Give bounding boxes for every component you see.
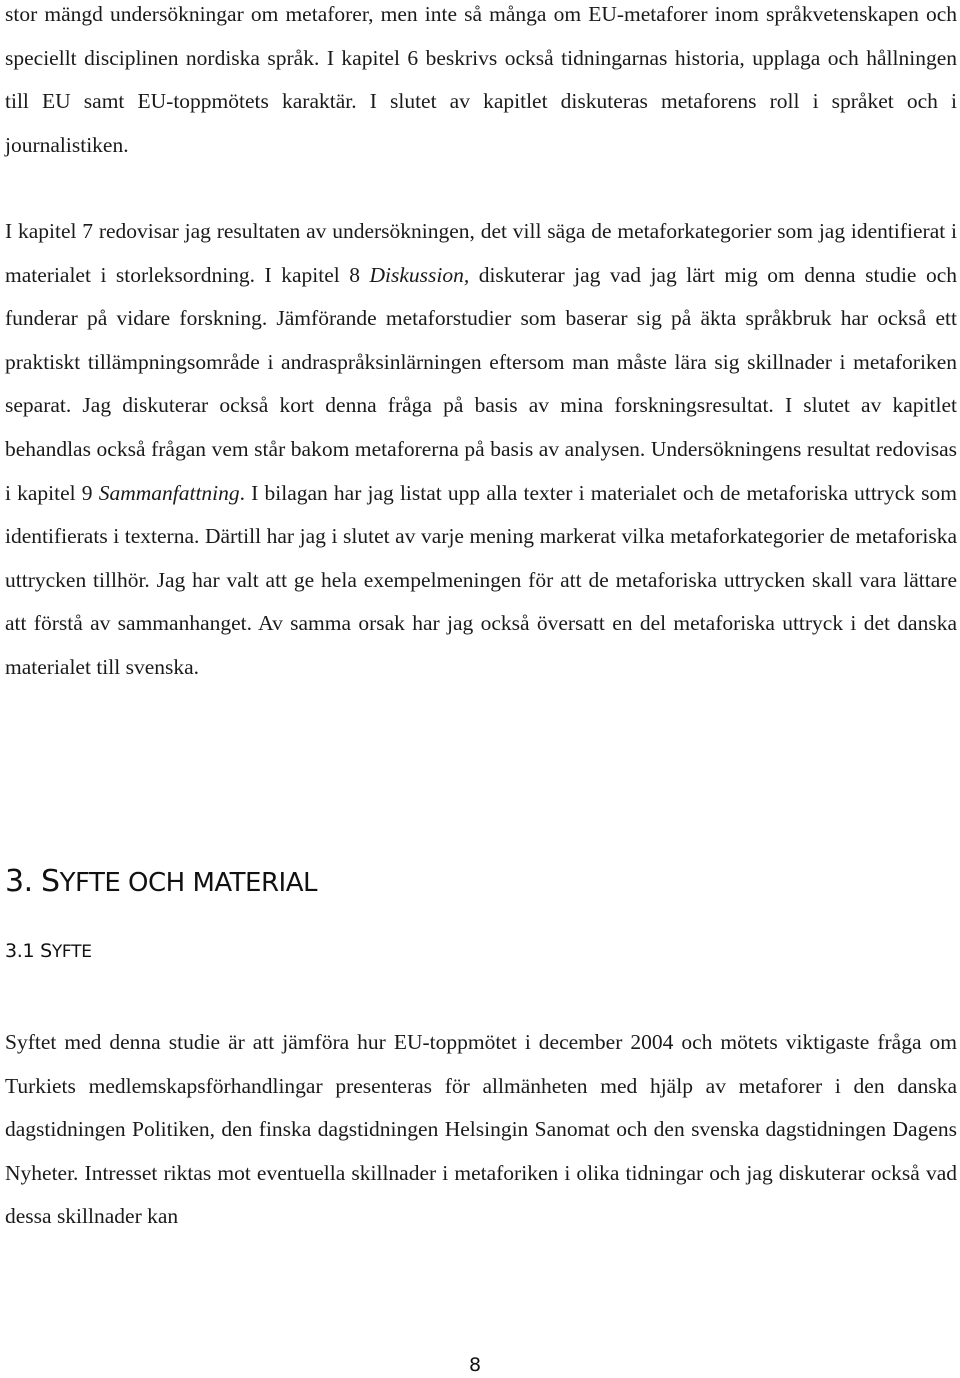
paragraph-text: I kapitel 7 redovisar jag resultaten av undersökningen, det vill säga de metaforkategorier som jag identifierat i materialet i storleksordning. I kapitel 8: [5, 219, 957, 287]
paragraph-text: . I bilagan har jag listat upp alla texter i materialet och de metaforiska uttryck som identifierats i texterna. Därtill har jag i slutet av varje mening markerat vilka metaforkategorier de metaforiska uttrycken tillhör. Jag har valt att ge hela exempelmeningen för att de metaforiska uttrycken skall vara lättare att förstå av sammanhanget. Av samma orsak har jag också översatt en del metaforiska uttryck i det danska materialet till svenska.: [5, 480, 958, 679]
italic-chapter-title-sammanfattning: Sammanfattning: [98, 480, 240, 505]
subsection-heading: [5, 940, 92, 962]
subsection-title-initial: S: [40, 940, 52, 962]
section-heading: [5, 864, 317, 899]
paragraph-text: diskuterar jag vad jag lärt mig om denna studie och funderar på vidare forskning. Jämförande metaforstudier som baserar sig på äkta språkbruk har också ett praktiskt tillämpningsområde i andraspråksinlärningen eftersom man måste lära sig skillnader i metaforiken separat. Jag diskuterar också kort denna fråga på basis av mina forskningsresultat. I slutet av kapitlet behandlas också frågan vem står bakom metaforerna på basis av analysen. Undersökningens resultat redovisas i kapitel 9: [5, 262, 957, 505]
paragraph-text: stor mängd undersökningar om metaforer, men inte så många om EU-metaforer inom språkvetenskapen och speciellt disciplinen nordiska språk. I kapitel 6 beskrivs också tidningarnas historia, upplaga och hållningen till EU samt EU-toppmötets karaktär. I slutet av kapitlet diskuteras metaforens roll i språket och i journalistiken.: [5, 2, 957, 157]
section-number: 3.: [5, 864, 33, 899]
paragraph-chapter-6-summary: [5, 0, 957, 167]
document-page: [5, 0, 957, 1378]
subsection-number: 3.1: [5, 940, 35, 962]
section-title-rest: YFTE OCH MATERIAL: [59, 868, 317, 898]
paragraph-purpose: [5, 1021, 957, 1239]
paragraph-chapters-7-9-summary: [5, 210, 957, 690]
page-number: 8: [469, 1354, 482, 1376]
italic-chapter-title-diskussion: Diskussion,: [369, 262, 470, 287]
paragraph-text: Syftet med denna studie är att jämföra hur EU-toppmötet i december 2004 och mötets viktigaste fråga om Turkiets medlemskapsförhandlingar presenteras för allmänheten med hjälp av metaforer i den danska dagstidningen Politiken, den finska dagstidningen Helsingin Sanomat och den svenska dagstidningen Dagens Nyheter. Intresset riktas mot eventuella skillnader i metaforiken i olika tidningar och jag diskuterar också vad dessa skillnader kan: [5, 1030, 957, 1229]
section-title-initial: S: [41, 864, 60, 899]
subsection-title-rest: YFTE: [51, 942, 92, 962]
